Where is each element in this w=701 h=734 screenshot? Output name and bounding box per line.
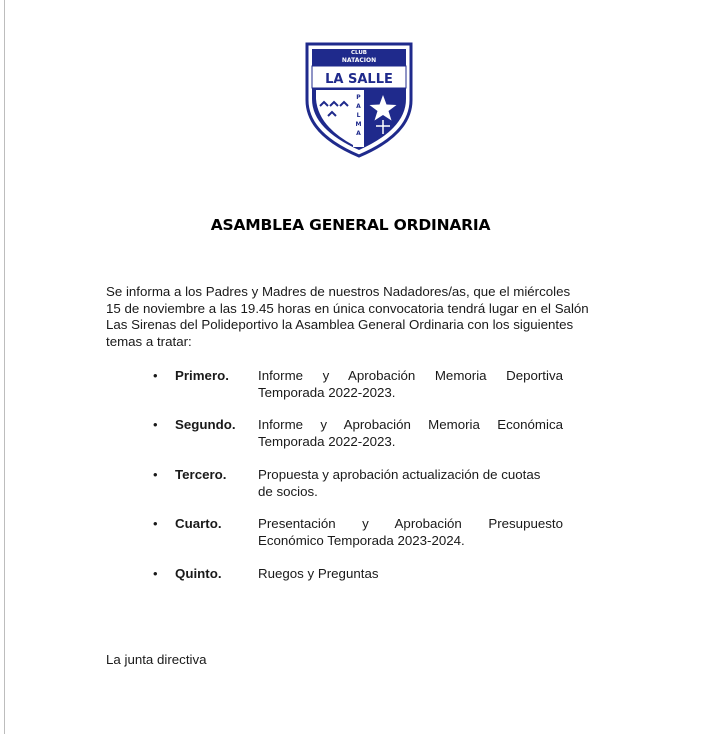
agenda-item-description (258, 417, 563, 450)
bullet-icon: • (153, 417, 158, 432)
agenda-item-label: Quinto. (175, 566, 222, 581)
agenda-item-label: Tercero. (175, 467, 227, 482)
bullet-icon: • (153, 467, 158, 482)
bullet-icon: • (153, 368, 158, 383)
page-edge (4, 0, 5, 734)
agenda-item-line: Propuesta y aprobación actualización de cuotas (258, 467, 541, 482)
svg-text:A: A (356, 103, 361, 110)
intro-line: Las Sirenas del Polideportivo la Asamblea General Ordinaria con los siguientes (106, 317, 574, 333)
signature: La junta directiva (106, 652, 207, 667)
agenda-item-line: de socios. (258, 483, 318, 499)
agenda-item-line: Temporada 2022-2023. (258, 384, 396, 400)
agenda-item (0, 516, 701, 552)
intro-line: 15 de noviembre a las 19.45 horas en única convocatoria tendrá lugar en el Salón (106, 300, 589, 316)
agenda-item-label: Segundo. (175, 417, 236, 432)
agenda-item (0, 467, 701, 503)
agenda-item-description (258, 516, 563, 549)
document-title: ASAMBLEA GENERAL ORDINARIA (210, 216, 491, 234)
intro-paragraph (106, 284, 589, 350)
agenda-item-line: Informe y Aprobación Memoria Económica (258, 417, 563, 432)
agenda-item-description (258, 368, 563, 401)
svg-text:P: P (356, 94, 361, 101)
agenda-item-description (258, 566, 563, 583)
agenda-item-line: Temporada 2022-2023. (258, 433, 396, 449)
logo-text-club: CLUB (350, 50, 368, 56)
agenda-item-line: Ruegos y Preguntas (258, 566, 379, 581)
bullet-icon: • (153, 516, 158, 531)
agenda-item-label: Cuarto. (175, 516, 222, 531)
logo-text-name: LA SALLE (325, 72, 393, 87)
agenda-item (0, 566, 701, 602)
svg-text:A: A (356, 130, 361, 137)
agenda-item-description (258, 467, 563, 500)
agenda-item (0, 368, 701, 404)
agenda-item-line: Presentación y Aprobación Presupuesto (258, 516, 563, 531)
svg-text:M: M (355, 121, 362, 128)
bullet-icon: • (153, 566, 158, 581)
agenda-item (0, 417, 701, 453)
intro-line: temas a tratar: (106, 333, 192, 349)
intro-line: Se informa a los Padres y Madres de nuestros Nadadores/as, que el miércoles (106, 284, 571, 299)
svg-text:L: L (356, 112, 361, 119)
logo-text-natacion: NATACION (341, 57, 377, 64)
agenda-item-line: Económico Temporada 2023-2024. (258, 532, 465, 548)
agenda-item-label: Primero. (175, 368, 229, 383)
agenda-item-line: Informe y Aprobación Memoria Deportiva (258, 368, 563, 383)
club-logo (304, 42, 414, 158)
